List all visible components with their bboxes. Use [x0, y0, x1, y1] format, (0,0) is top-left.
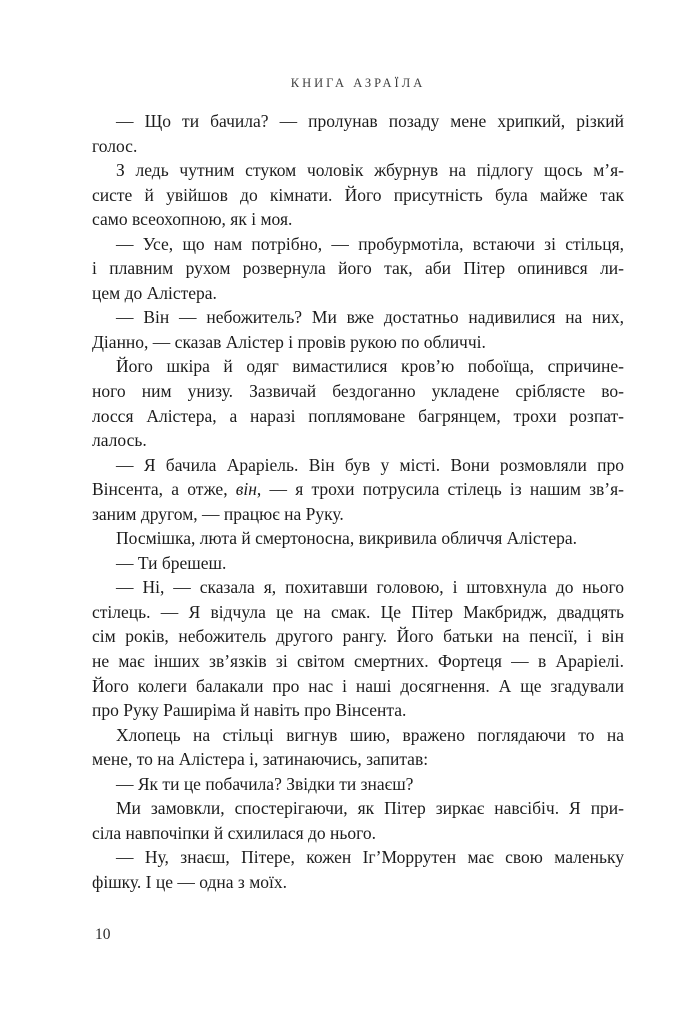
- text-line: голос.: [92, 135, 138, 156]
- text-line: — Що ти бачила? — пролунав позаду мене хрипкий, різкий: [116, 111, 624, 131]
- text-line: сім років, небожитель другого рангу. Його батьки на пенсії, і він: [92, 626, 624, 647]
- text-line: систе й увійшов до кімнати. Його присутність була майже так: [92, 184, 624, 205]
- text-line: сіла навпочіпки й схилилася до нього.: [92, 822, 377, 843]
- text-line: — Усе, що нам потрібно, — пробурмотіла, встаючи зі стільця,: [116, 233, 624, 254]
- text-line: про Руку Раширіма й навіть про Вінсента.: [92, 700, 407, 721]
- body-text: [92, 109, 624, 895]
- text-line: Вінсента, а отже, він, — я трохи потрусила стілець із нашим зв’я-: [92, 479, 624, 500]
- text-line: ного ним унизу. Зазвичай бездоганно укладене сріблясте во-: [92, 381, 624, 402]
- text-line: — Я бачила Араріель. Він був у місті. Вони розмовляли про: [116, 454, 624, 475]
- text-line: лалось.: [92, 430, 147, 451]
- text-line: само всеохопною, як і моя.: [92, 209, 293, 230]
- text-line: лосся Алістера, а наразі поплямоване багрянцем, трохи розпат-: [92, 405, 624, 426]
- text-line: З ледь чутним стуком чоловік жбурнув на підлогу щось м’я-: [116, 160, 624, 181]
- running-header: [92, 76, 624, 91]
- text-line: — Він — небожитель? Ми вже достатньо надивилися на них,: [116, 307, 624, 328]
- text-line: цем до Алістера.: [92, 282, 217, 303]
- text-line: Посмішка, люта й смертоносна, викривила обличчя Алістера.: [116, 528, 577, 549]
- text-line: Його колеги балакали про нас і наші досягнення. А ще згадували: [92, 675, 624, 696]
- text-line: мене, то на Алістера і, затинаючись, запитав:: [92, 749, 429, 770]
- text-line: — Ні, — сказала я, похитавши головою, і штовхнула до нього: [116, 577, 624, 598]
- text-line: — Ти брешеш.: [116, 552, 227, 573]
- text-line: фішку. І це — одна з моїх.: [92, 871, 288, 892]
- text-line: Його шкіра й одяг вимастилися кров’ю побоїща, спричине-: [116, 356, 624, 377]
- text-line: і плавним рухом розвернула його так, аби Пітер опинився ли-: [92, 258, 624, 279]
- text-line: Діанно, — сказав Алістер і провів рукою по обличчі.: [92, 331, 486, 352]
- text-line: — Як ти це побачила? Звідки ти знаєш?: [116, 773, 414, 794]
- text-line: не має інших зв’язків зі світом смертних. Фортеця — в Араріелі.: [92, 651, 624, 672]
- text-line: стілець. — Я відчула це на смак. Це Пітер Макбридж, двадцять: [92, 601, 624, 622]
- running-header-title: КНИГА АЗРАЇЛА: [290, 76, 426, 90]
- text-line: Хлопець на стільці вигнув шию, вражено поглядаючи то на: [116, 724, 624, 745]
- text-line: заним другом, — працює на Руку.: [92, 503, 344, 524]
- page-number: 10: [95, 926, 111, 943]
- text-line: Ми замовкли, спостерігаючи, як Пітер зиркає навсібіч. Я при-: [116, 798, 624, 819]
- text-line: — Ну, знаєш, Пітере, кожен Іг’Моррутен має свою маленьку: [116, 847, 624, 868]
